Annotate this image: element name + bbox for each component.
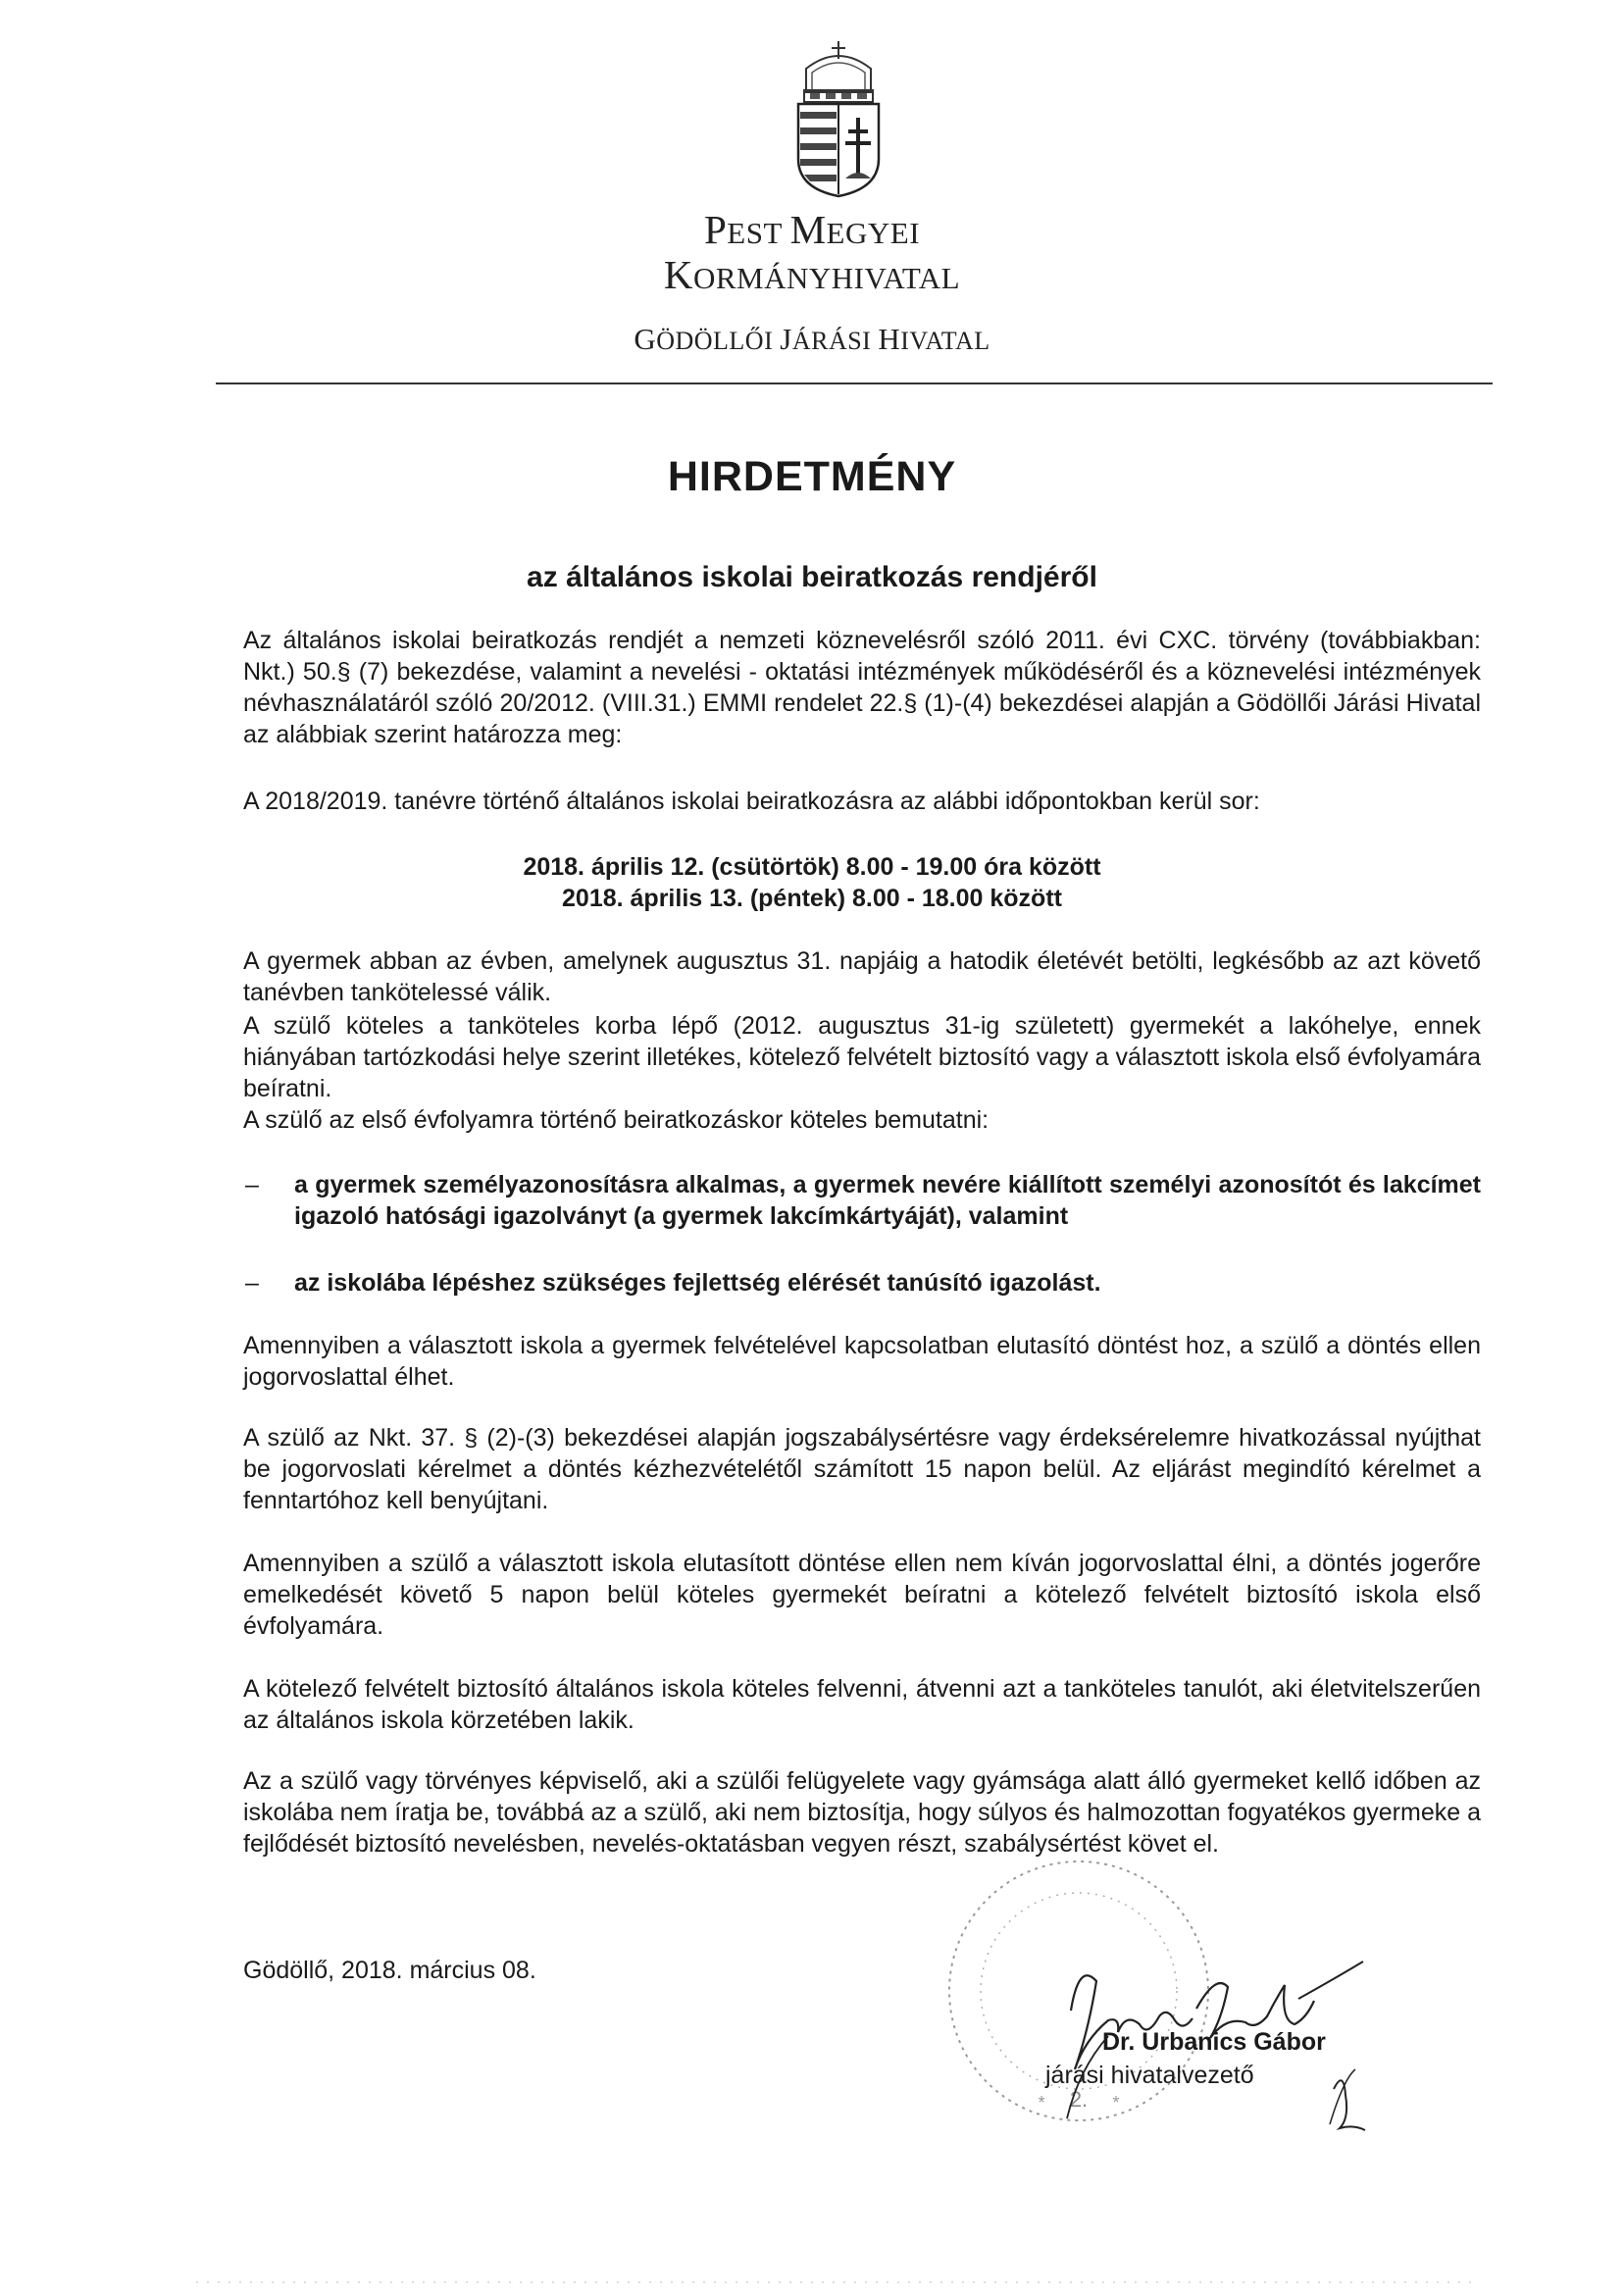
signer-title: járási hivatalvezető bbox=[1045, 2062, 1254, 2089]
paragraph-school-age: A gyermek abban az évben, amelynek augusztus 31. napjáig a hatodik életévét betölti, legkésőbb az azt követő tanévben tankötelessé válik. bbox=[243, 947, 1481, 1006]
paragraph-appeal-procedure: A szülő az Nkt. 37. § (2)-(3) bekezdései alapján jogszabálysértésre vagy érdeksérelemre hivatkozással nyújthat be jogorvoslati kérelmet a döntés kézhezvételétől számított 15 napon belül. Az eljárást megindító kérelmet a fenntartóhoz kell benyújtani. bbox=[243, 1424, 1481, 1514]
list-dash: – bbox=[245, 1269, 259, 1297]
list-item: – a gyermek személyazonosításra alkalmas, a gyermek nevére kiállított személyi azonosítót és lakcímet igazoló hatósági igazolványt (a gyermek lakcímkártyáját), valamint bbox=[245, 1171, 1481, 1230]
svg-text:*: * bbox=[1038, 2093, 1045, 2113]
document-subtitle: az általános iskolai beiratkozás rendjéről bbox=[527, 561, 1097, 593]
paragraph-appeal-right: Amennyiben a választott iskola a gyermek felvételével kapcsolatban elutasító döntést hoz, a szülő a döntés ellen jogorvoslattal élhet. bbox=[243, 1332, 1481, 1391]
list-dash: – bbox=[245, 1171, 259, 1198]
paragraph-legal-basis: Az általános iskolai beiratkozás rendjét a nemzeti köznevelésről szóló 2011. évi CXC. törvény (továbbiakban: Nkt.) 50.§ (7) bekezdése, valamint a nevelési - oktatási intézmények működéséről és a köznevelési intézmények névhasználatáról szóló 20/2012. (VIII.31.) EMMI rendelet 22.§ (1)-(4) bekezdései alapján a Gödöllői Járási Hivatal az alábbiak szerint határozza meg: bbox=[243, 627, 1481, 748]
hungarian-coat-of-arms-icon bbox=[785, 41, 892, 198]
document-title: HIRDETMÉNY bbox=[667, 453, 957, 500]
signer-name: Dr. Urbanics Gábor bbox=[1102, 2028, 1326, 2056]
office-name: GÖDÖLLŐI JÁRÁSI HIVATAL bbox=[634, 322, 990, 356]
header-divider bbox=[216, 382, 1493, 384]
paragraph-enrollment-intro: A 2018/2019. tanévre történő általános iskolai beiratkozásra az alábbi időpontokban kerül sor: bbox=[243, 788, 1260, 815]
paragraph-no-appeal: Amennyiben a szülő a választott iskola elutasított döntése ellen nem kíván jogorvoslattal élni, a döntés jogerőre emelkedését követő 5 napon belül köteles gyermekét beíratni a kötelező felvételt biztosító iskola első évfolyamára. bbox=[243, 1550, 1481, 1640]
paragraph-offence: Az a szülő vagy törvényes képviselő, aki a szülői felügyelete vagy gyámsága alatt álló gyermeket kellő időben az iskolába nem íratja be, továbbá az a szülő, aki nem biztosítja, hogy súlyos és halmozottan fogyatékos gyermeke a fejlődését biztosító nevelésben, nevelés-oktatásban vegyen részt, szabálysértést követ el. bbox=[243, 1767, 1481, 1858]
enrollment-date-1: 2018. április 12. (csütörtök) 8.00 - 19.00 óra között bbox=[523, 853, 1101, 881]
place-and-date: Gödöllő, 2018. március 08. bbox=[243, 1957, 536, 1984]
paragraph-district-school: A kötelező felvételt biztosító általános iskola köteles felvenni, átvenni azt a tanköteles tanulót, aki életvitelszerűen az általános iskola körzetében lakik. bbox=[243, 1675, 1481, 1734]
agency-line-1: PEST MEGYEI bbox=[703, 207, 921, 252]
agency-line-2: KORMÁNYHIVATAL bbox=[663, 252, 961, 297]
paragraph-documents-intro: A szülő az első évfolyamra történő beiratkozáskor köteles bemutatni: bbox=[243, 1106, 990, 1134]
svg-text:*: * bbox=[1112, 2093, 1120, 2113]
stamp-number: 2. bbox=[1069, 2087, 1089, 2112]
list-item: – az iskolába lépéshez szükséges fejlettség elérését tanúsító igazolást. bbox=[245, 1269, 1101, 1297]
enrollment-date-2: 2018. április 13. (péntek) 8.00 - 18.00 között bbox=[562, 885, 1062, 912]
scan-artifact bbox=[196, 2280, 1471, 2284]
paragraph-parent-obligation: A szülő köteles a tanköteles korba lépő (2012. augusztus 31-ig született) gyermekét a lakóhelye, ennek hiányában tartózkodási helye szerint illetékes, kötelező felvételt biztosító vagy a választott iskola első évfolyamára beíratni. bbox=[243, 1012, 1481, 1102]
